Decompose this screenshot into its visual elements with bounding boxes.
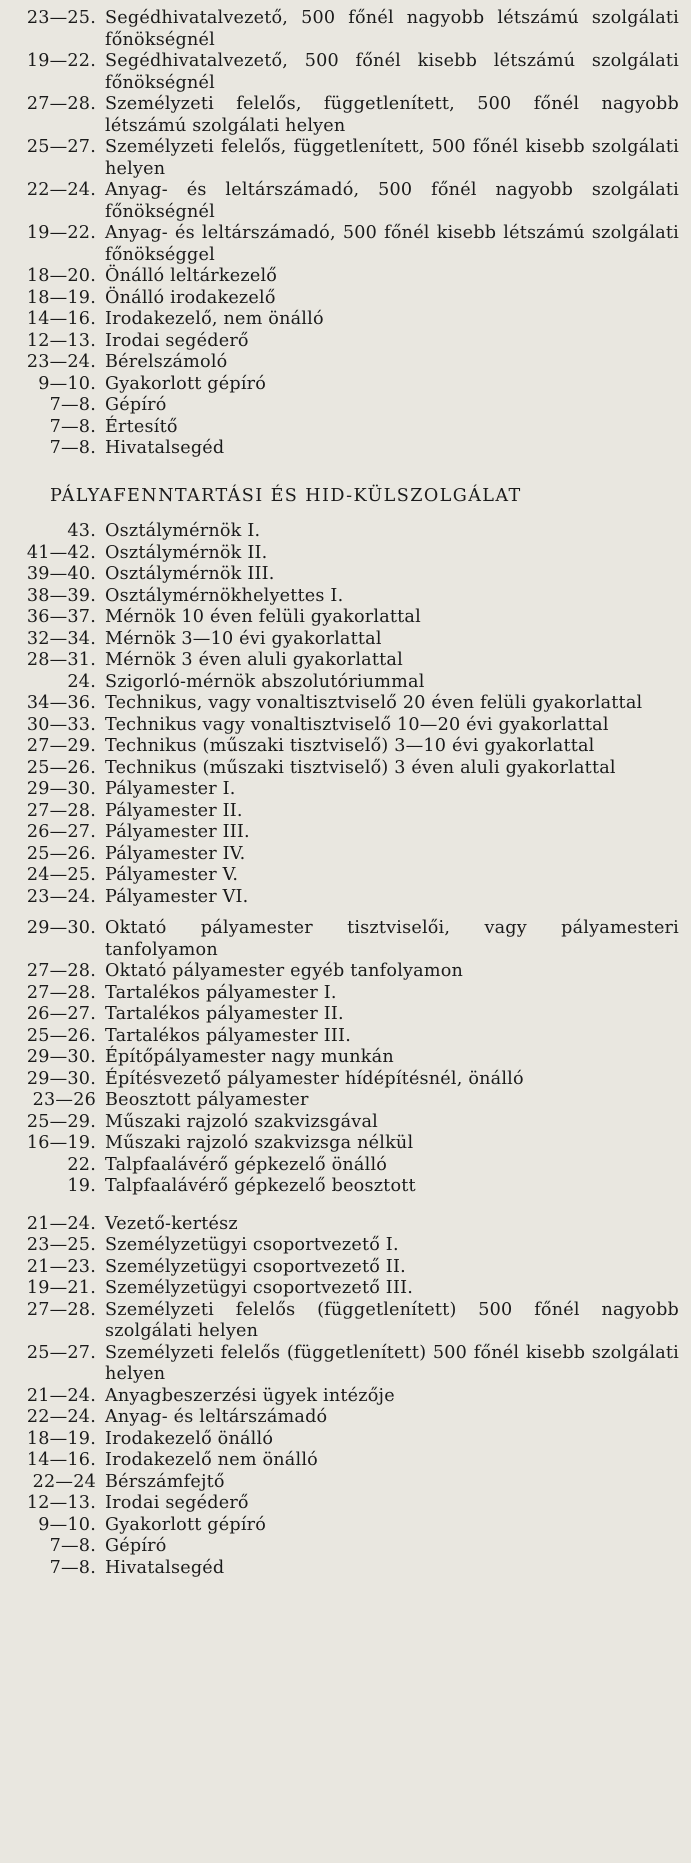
position-title: Segédhivatalvezető, 500 főnél kisebb létszámú szolgálati főnökségnél <box>105 51 679 93</box>
salary-range: 25—29. <box>26 1111 96 1132</box>
list-item <box>14 331 679 353</box>
position-title: Osztálymérnökhelyettes I. <box>105 585 344 606</box>
salary-range: 14—16. <box>26 1450 96 1470</box>
position-title: Építőpályamester nagy munkán <box>105 1047 394 1067</box>
position-title: Gyakorlott gépíró <box>105 1514 267 1535</box>
list-item <box>14 1558 679 1580</box>
list-item <box>14 693 679 715</box>
section-heading: PÁLYAFENNTARTÁSI ÉS HID-KÜLSZOLGÁLAT <box>50 485 522 506</box>
position-title: Mérnök 10 éven felüli gyakorlattal <box>105 607 421 627</box>
position-title: Személyzeti felelős (függetlenített) 500 főnél nagyobb szolgálati helyen <box>105 1299 679 1341</box>
position-title: Technikus, vagy vonaltisztviselő 20 éven felüli gyakorlattal <box>105 693 643 713</box>
list-item <box>14 736 679 758</box>
salary-range: 43. <box>67 521 96 541</box>
position-title: Pályamester VI. <box>105 886 249 907</box>
list-item <box>14 715 679 737</box>
list-item <box>14 1214 679 1236</box>
list-item <box>14 1493 679 1515</box>
salary-range: 22—24 <box>32 1471 96 1492</box>
salary-range: 29—30. <box>26 1068 96 1089</box>
list-item <box>14 1090 679 1112</box>
salary-range: 7—8. <box>49 438 96 458</box>
salary-range: 22—24. <box>26 180 96 200</box>
salary-range: 22—24. <box>26 1407 96 1427</box>
list-item <box>14 1278 679 1300</box>
salary-range: 7—8. <box>49 1536 96 1556</box>
position-title: Szigorló-mérnök abszolutóriummal <box>105 671 425 692</box>
salary-range: 30—33. <box>26 714 96 735</box>
salary-range: 23—24. <box>26 886 96 907</box>
section-administration <box>14 1214 679 1580</box>
salary-range: 25—26. <box>26 1025 96 1046</box>
salary-range: 29—30. <box>26 918 96 938</box>
list-item <box>14 1472 679 1494</box>
position-title: Értesítő <box>105 416 178 437</box>
position-title: Bérelszámoló <box>105 352 228 372</box>
salary-range: 27—28. <box>26 1299 96 1320</box>
salary-range: 19—22. <box>26 223 96 243</box>
position-title: Személyzeti felelős, függetlenített, 500 főnél kisebb szolgálati helyen <box>105 137 679 179</box>
salary-range: 27—28. <box>26 800 96 821</box>
position-title: Segédhivatalvezető, 500 főnél nagyobb létszámú szolgálati főnökségnél <box>105 8 679 50</box>
position-title: Osztálymérnök III. <box>105 564 275 584</box>
list-item <box>14 650 679 672</box>
position-title: Személyzeti felelős, függetlenített, 500 főnél nagyobb létszámú szolgálati helyen <box>105 94 679 136</box>
position-title: Irodakezelő, nem önálló <box>105 309 324 329</box>
salary-range: 25—27. <box>26 137 96 157</box>
list-item <box>14 309 679 331</box>
salary-range: 14—16. <box>26 309 96 329</box>
list-item <box>14 983 679 1005</box>
list-item <box>14 543 679 565</box>
position-title: Gépíró <box>105 1536 167 1556</box>
salary-range: 19. <box>67 1176 96 1196</box>
position-title: Irodai segéderő <box>105 1493 249 1513</box>
list-item <box>14 395 679 417</box>
position-title: Oktató pályamester tisztviselői, vagy pályamesteri tanfolyamon <box>105 918 679 960</box>
position-title: Technikus (műszaki tisztviselő) 3—10 évi gyakorlattal <box>105 736 595 756</box>
position-title: Technikus (műszaki tisztviselő) 3 éven aluli gyakorlattal <box>105 757 616 778</box>
section-office-staff <box>14 8 679 460</box>
list-item <box>14 822 679 844</box>
list-item <box>14 1004 679 1026</box>
position-title: Tartalékos pályamester III. <box>105 1025 351 1046</box>
salary-range: 23—25. <box>26 8 96 28</box>
position-title: Osztálymérnök II. <box>105 542 268 563</box>
list-item <box>14 438 679 460</box>
list-item <box>14 1407 679 1429</box>
position-title: Önálló leltárkezelő <box>105 266 278 286</box>
position-title: Anyag- és leltárszámadó, 500 főnél kisebb létszámú szolgálati főnökséggel <box>105 223 679 265</box>
salary-range: 19—22. <box>26 51 96 71</box>
position-title: Személyzetügyi csoportvezető III. <box>105 1278 414 1298</box>
list-item <box>14 1047 679 1069</box>
position-title: Műszaki rajzoló szakvizsga nélkül <box>105 1133 414 1153</box>
salary-range: 28—31. <box>26 650 96 670</box>
position-title: Beosztott pályamester <box>105 1090 309 1110</box>
salary-range: 9—10. <box>38 1514 96 1535</box>
salary-range: 39—40. <box>26 564 96 584</box>
position-title: Építésvezető pályamester hídépítésnél, önálló <box>105 1068 524 1089</box>
salary-range: 26—27. <box>26 1004 96 1024</box>
salary-range: 27—28. <box>26 982 96 1003</box>
section-track-masters <box>14 918 679 1198</box>
list-item <box>14 865 679 887</box>
position-title: Irodakezelő önálló <box>105 1428 274 1449</box>
list-item <box>14 918 679 961</box>
position-title: Személyzetügyi csoportvezető II. <box>105 1256 406 1277</box>
salary-range: 26—27. <box>26 822 96 842</box>
salary-range: 22. <box>67 1154 96 1175</box>
position-title: Bérszámfejtő <box>105 1471 225 1492</box>
position-title: Pályamester I. <box>105 779 236 799</box>
position-title: Talpfaalávérő gépkezelő önálló <box>105 1154 388 1175</box>
list-item <box>14 1536 679 1558</box>
position-title: Talpfaalávérő gépkezelő beosztott <box>105 1176 416 1196</box>
salary-range: 25—26. <box>26 757 96 778</box>
salary-range: 21—24. <box>26 1385 96 1406</box>
position-title: Oktató pályamester egyéb tanfolyamon <box>105 961 464 981</box>
list-item <box>14 1112 679 1134</box>
position-title: Vezető-kertész <box>105 1213 238 1234</box>
list-item <box>14 1450 679 1472</box>
position-title: Pályamester II. <box>105 800 243 821</box>
position-title: Hivatalsegéd <box>105 438 225 458</box>
list-item <box>14 887 679 909</box>
salary-range: 29—30. <box>26 779 96 799</box>
position-title: Irodai segéderő <box>105 330 249 351</box>
position-title: Tartalékos pályamester II. <box>105 1004 344 1024</box>
list-item <box>14 1257 679 1279</box>
salary-range: 19—21. <box>26 1278 96 1298</box>
position-title: Önálló irodakezelő <box>105 287 276 308</box>
list-item <box>14 779 679 801</box>
salary-range: 38—39. <box>26 585 96 606</box>
salary-range: 7—8. <box>49 416 96 437</box>
position-title: Mérnök 3—10 évi gyakorlattal <box>105 628 382 649</box>
salary-range: 25—26. <box>26 843 96 864</box>
salary-range: 27—28. <box>26 961 96 981</box>
position-title: Műszaki rajzoló szakvizsgával <box>105 1111 378 1132</box>
position-title: Pályamester III. <box>105 822 250 842</box>
list-item <box>14 586 679 608</box>
list-item <box>14 961 679 983</box>
position-title: Anyag- és leltárszámadó <box>105 1407 328 1427</box>
section-track-engineering <box>14 521 679 908</box>
salary-range: 23—25. <box>26 1235 96 1255</box>
position-title: Személyzetügyi csoportvezető I. <box>105 1235 399 1255</box>
position-title: Tartalékos pályamester I. <box>105 982 337 1003</box>
salary-range: 29—30. <box>26 1047 96 1067</box>
list-item <box>14 8 679 51</box>
list-item <box>14 266 679 288</box>
salary-range: 18—20. <box>26 266 96 286</box>
position-title: Pályamester IV. <box>105 843 246 864</box>
list-item <box>14 223 679 266</box>
list-item <box>14 288 679 310</box>
position-title: Anyag- és leltárszámadó, 500 főnél nagyobb szolgálati főnökségnél <box>105 180 679 222</box>
position-title: Anyagbeszerzési ügyek intézője <box>105 1385 395 1406</box>
list-item <box>14 1386 679 1408</box>
list-item <box>14 1429 679 1451</box>
salary-range: 7—8. <box>49 1557 96 1578</box>
salary-range: 21—24. <box>26 1213 96 1234</box>
list-item <box>14 629 679 651</box>
list-item <box>14 137 679 180</box>
position-title: Hivatalsegéd <box>105 1557 225 1578</box>
list-item <box>14 1155 679 1177</box>
list-item <box>14 1300 679 1343</box>
salary-range: 25—27. <box>26 1342 96 1363</box>
position-title: Irodakezelő nem önálló <box>105 1450 318 1470</box>
list-item <box>14 1343 679 1386</box>
list-item <box>14 758 679 780</box>
salary-range: 9—10. <box>38 373 96 394</box>
list-item <box>14 417 679 439</box>
position-title: Technikus vagy vonaltisztviselő 10—20 évi gyakorlattal <box>105 714 609 735</box>
salary-range: 34—36. <box>26 693 96 713</box>
list-item <box>14 607 679 629</box>
list-item <box>14 1515 679 1537</box>
position-title: Osztálymérnök I. <box>105 521 261 541</box>
list-item <box>14 521 679 543</box>
position-title: Pályamester V. <box>105 865 239 885</box>
salary-range: 21—23. <box>26 1256 96 1277</box>
salary-range: 18—19. <box>26 287 96 308</box>
salary-range: 7—8. <box>49 395 96 415</box>
salary-range: 16—19. <box>26 1133 96 1153</box>
list-item <box>14 672 679 694</box>
list-item <box>14 1133 679 1155</box>
salary-range: 27—28. <box>26 94 96 114</box>
salary-range: 23—26 <box>32 1090 96 1110</box>
position-title: Személyzeti felelős (függetlenített) 500 főnél kisebb szolgálati helyen <box>105 1342 679 1384</box>
position-title: Mérnök 3 éven aluli gyakorlattal <box>105 650 403 670</box>
list-item <box>14 1235 679 1257</box>
salary-range: 27—29. <box>26 736 96 756</box>
salary-range: 24—25. <box>26 865 96 885</box>
list-item <box>14 1176 679 1198</box>
list-item <box>14 801 679 823</box>
list-item <box>14 94 679 137</box>
list-item <box>14 564 679 586</box>
salary-range: 18—19. <box>26 1428 96 1449</box>
list-item <box>14 352 679 374</box>
salary-range: 12—13. <box>26 1493 96 1513</box>
position-title: Gyakorlott gépíró <box>105 373 267 394</box>
list-item <box>14 374 679 396</box>
salary-range: 41—42. <box>26 542 96 563</box>
salary-range: 32—34. <box>26 628 96 649</box>
salary-range: 12—13. <box>26 330 96 351</box>
list-item <box>14 51 679 94</box>
salary-range: 23—24. <box>26 352 96 372</box>
list-item <box>14 844 679 866</box>
list-item <box>14 1026 679 1048</box>
salary-range: 36—37. <box>26 607 96 627</box>
salary-range: 24. <box>67 671 96 692</box>
list-item <box>14 180 679 223</box>
position-title: Gépíró <box>105 395 167 415</box>
list-item <box>14 1069 679 1091</box>
